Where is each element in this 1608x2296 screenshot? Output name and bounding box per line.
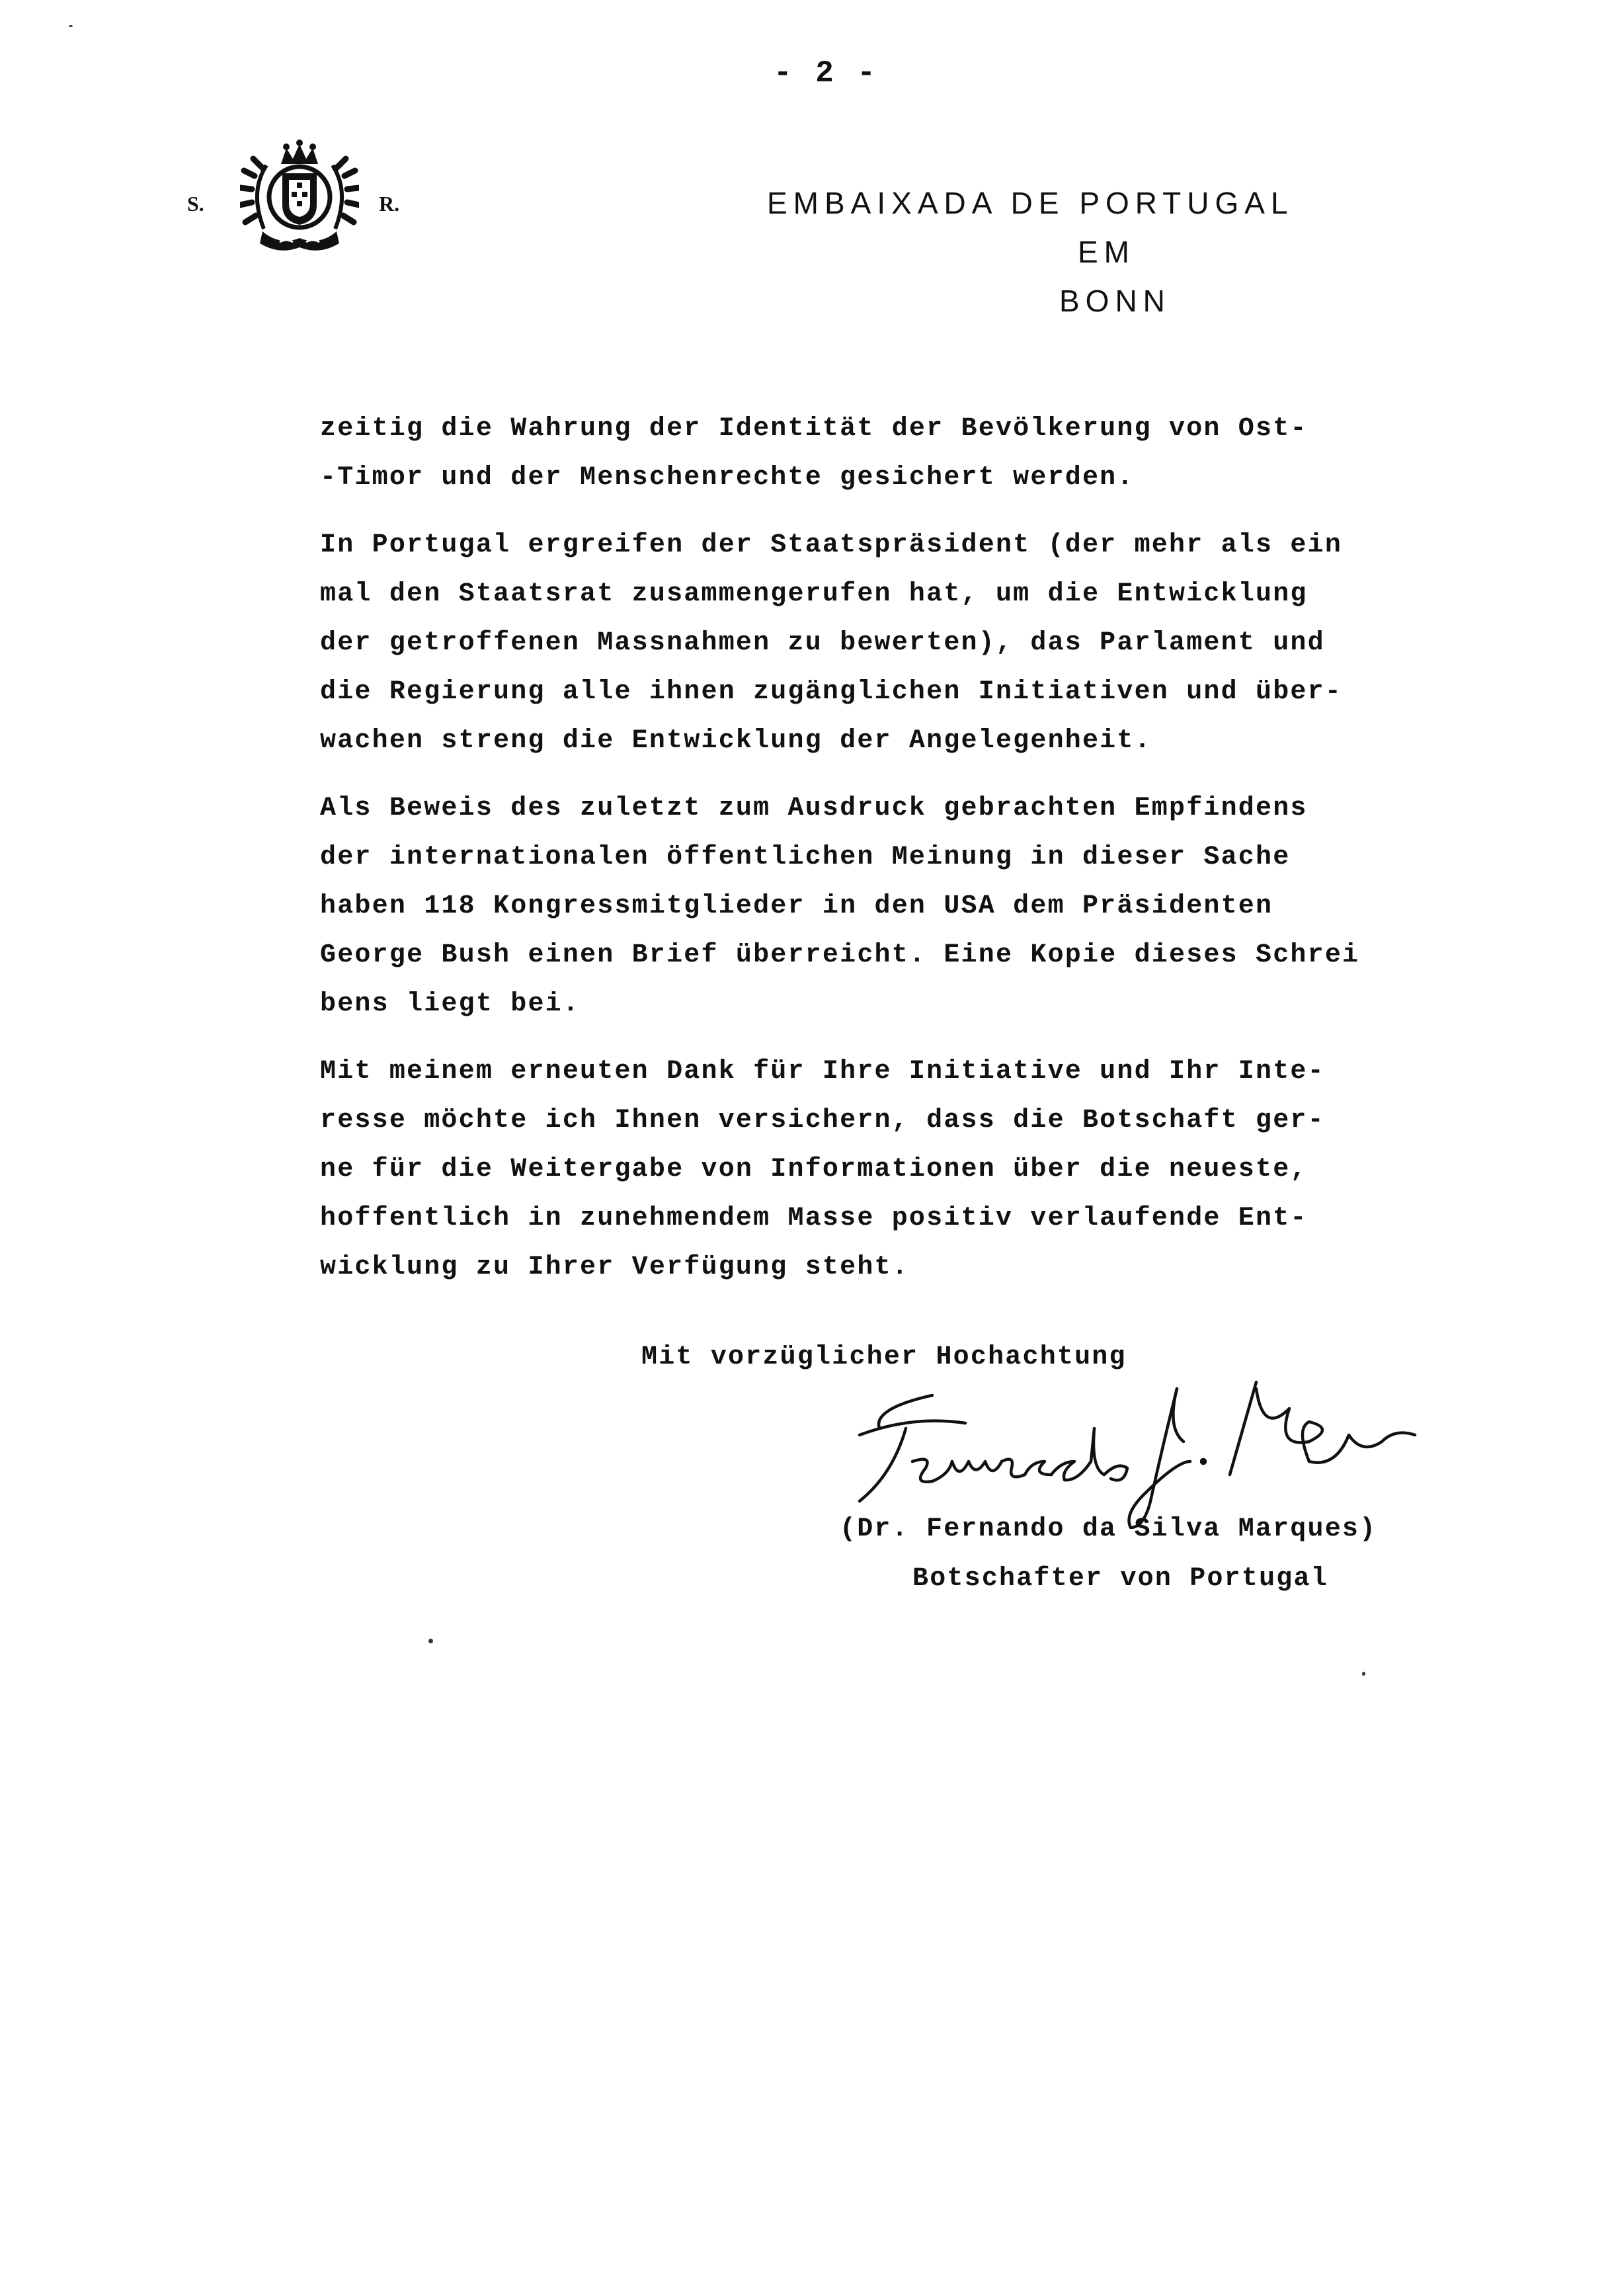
body-line: die Regierung alle ihnen zugänglichen Initiativen und über- (320, 677, 1343, 707)
body-line: wicklung zu Ihrer Verfügung steht. (320, 1252, 909, 1282)
body-paragraph (320, 521, 1523, 766)
scan-speck (69, 25, 73, 27)
body-line: Als Beweis des zuletzt zum Ausdruck gebrachten Empfindens (320, 794, 1308, 823)
body-line: In Portugal ergreifen der Staatspräsident (der mehr als ein (320, 530, 1343, 560)
body-line: resse möchte ich Ihnen versichern, dass die Botschaft ger- (320, 1106, 1325, 1135)
body-line: hoffentlich in zunehmendem Masse positiv verlaufende Ent- (320, 1204, 1308, 1233)
body-line: der internationalen öffentlichen Meinung in dieser Sache (320, 842, 1291, 872)
page-number: - 2 - (774, 56, 879, 91)
embassy-name: EMBAIXADA DE PORTUGAL (767, 186, 1294, 220)
body-paragraph (320, 405, 1523, 503)
letterhead-initial-s: S. (187, 192, 204, 216)
letter-body (320, 405, 1523, 1311)
body-line: haben 118 Kongressmitglieder in den USA dem Präsidenten (320, 891, 1273, 921)
body-line: ne für die Weitergabe von Informationen über die neueste, (320, 1155, 1308, 1184)
body-paragraph (320, 784, 1523, 1029)
portuguese-coat-of-arms-icon (240, 139, 359, 255)
letterhead-crest-block (187, 139, 425, 258)
embassy-em: EM (1078, 235, 1135, 269)
body-line: -Timor und der Menschenrechte gesichert werden. (320, 463, 1135, 493)
body-line: mal den Staatsrat zusammengerufen hat, um die Entwicklung (320, 579, 1308, 609)
letterhead-initial-r: R. (379, 192, 400, 216)
embassy-city: BONN (1059, 284, 1171, 318)
scan-speck (1362, 1672, 1365, 1676)
body-line: der getroffenen Massnahmen zu bewerten), das Parlament und (320, 628, 1325, 658)
signer-name: (Dr. Fernando da Silva Marques) (840, 1514, 1377, 1544)
body-line: George Bush einen Brief überreicht. Eine Kopie dieses Schrei (320, 940, 1360, 970)
body-line: bens liegt bei. (320, 989, 581, 1019)
body-line: wachen streng die Entwicklung der Angelegenheit. (320, 726, 1152, 756)
closing-salutation: Mit vorzüglicher Hochachtung (641, 1342, 1127, 1372)
handwritten-signature (833, 1362, 1587, 1580)
body-line: Mit meinem erneuten Dank für Ihre Initiative und Ihr Inte- (320, 1057, 1325, 1086)
body-paragraph (320, 1047, 1523, 1292)
signer-title: Botschafter von Portugal (912, 1564, 1328, 1594)
scan-speck (428, 1639, 433, 1643)
body-line: zeitig die Wahrung der Identität der Bevölkerung von Ost- (320, 414, 1308, 444)
